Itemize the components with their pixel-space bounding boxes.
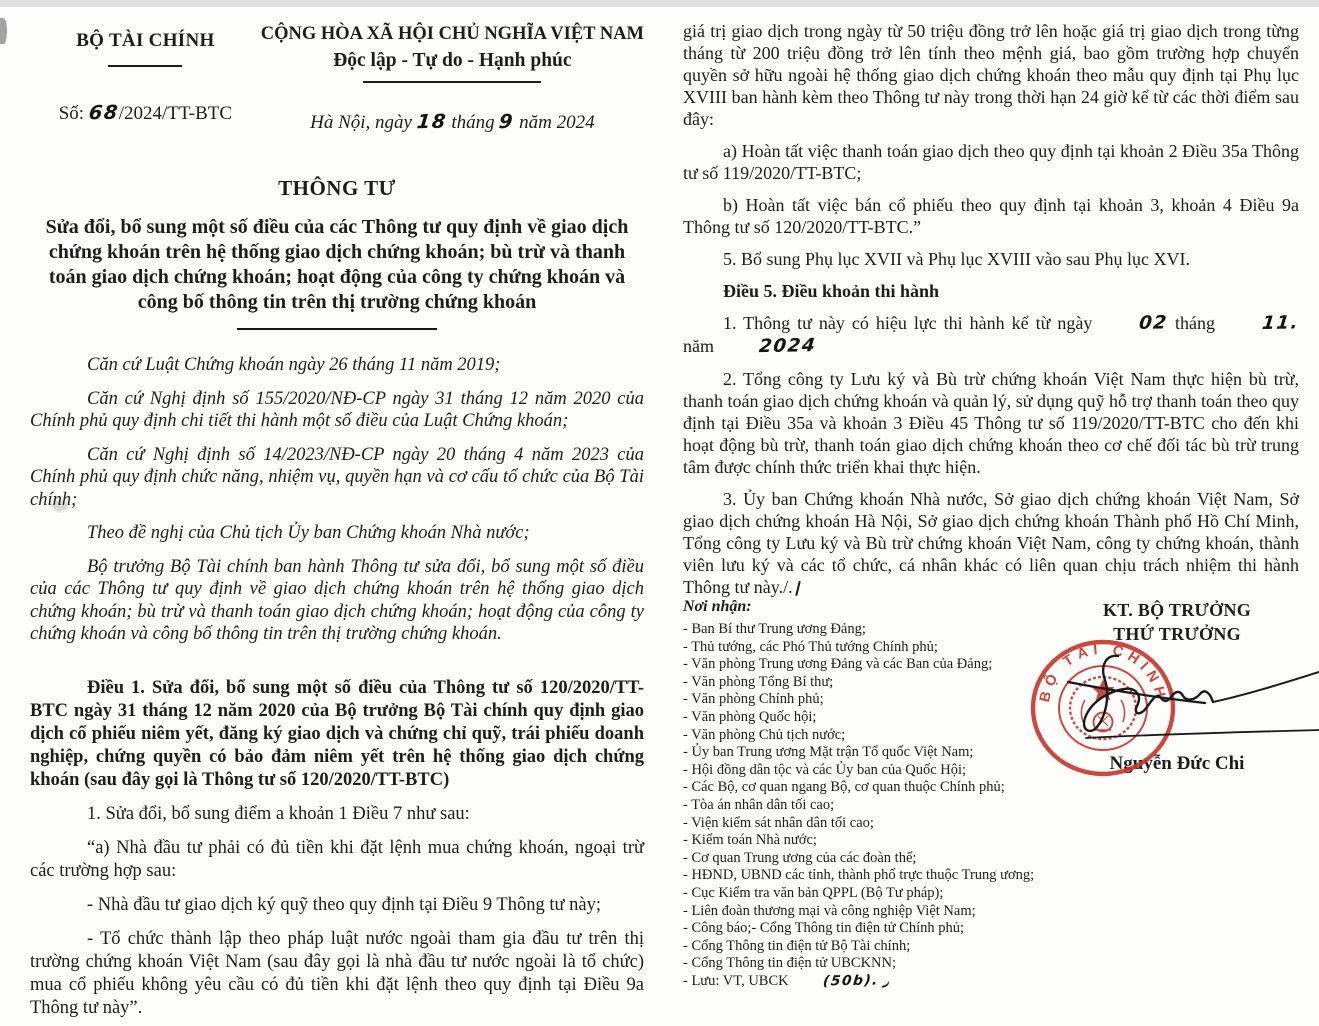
signature-flourish <box>1213 672 1319 702</box>
signer-name: Nguyễn Đức Chi <box>1109 753 1245 774</box>
effective-date-paragraph <box>683 312 1299 358</box>
clause-3-text: 3. Ủy ban Chứng khoán Nhà nước, Sở giao dịch chứng khoán Việt Nam, Sở giao dịch chứng khoán Hà Nội, Sở giao dịch chứng khoán Thành phố Hồ Chí Minh, Tổng công ty Lưu ký và Bù trừ chứng khoán Việt Nam, công ty chứng khoán, thành viên lưu ký và các tổ chức, cá nhân khác có liên quan chịu trách nhiệm thi hành Thông tư này./. <box>683 489 1299 597</box>
document-type-heading: THÔNG TƯ <box>278 176 396 200</box>
recipient-item: - Ban Bí thư Trung ương Đảng; <box>683 621 866 637</box>
national-motto: Độc lập - Tự do - Hạnh phúc <box>333 50 572 71</box>
handwritten-pen-mark <box>795 581 801 596</box>
recipient-item: - Liên đoàn thương mại và công nghiệp Việt Nam; <box>683 902 976 919</box>
document-title: Sửa đổi, bổ sung một số điều của các Thông tư quy định về giao dịch chứng khoán trên hệ thống giao dịch chứng khoán; bù trừ và thanh toán giao dịch chứng khoán; hoạt động của công ty chứng khoán và công bố thông tin trên thị trường chứng khoán <box>45 216 629 313</box>
issuing-agency-name: BỘ TÀI CHÍNH <box>76 30 215 51</box>
date-prefix: Hà Nội, ngày <box>310 112 417 133</box>
luu-text: - Lưu: VT, UBCK <box>683 972 789 989</box>
point-b-paragraph: b) Hoàn tất việc bán cổ phiếu theo quy định tại khoản 3, khoản 4 Điều 9a Thông tư số 120/2020/TT-BTC.” <box>683 195 1299 237</box>
recipient-item: - Văn phòng Chủ tịch nước; <box>683 726 846 743</box>
recipient-item-luu <box>683 973 1055 991</box>
dash-item-paragraph: - Nhà đầu tư giao dịch ký quỹ theo quy định tại Điều 9 Thông tư này; <box>87 894 601 915</box>
title-divider-line <box>237 328 437 330</box>
document-page-1 <box>30 24 644 1020</box>
divider-line <box>108 65 182 67</box>
recital-paragraph: Căn cứ Luật Chứng khoán ngày 26 tháng 11 năm 2019; <box>87 355 501 375</box>
recipient-item: - Công báo;- Cổng Thông tin điện tử Chính phủ; <box>683 920 965 937</box>
dash-item-paragraph: - Tổ chức thành lập theo pháp luật nước ngoài tham gia đầu tư trên thị trường chứng khoán Việt Nam (sau đây gọi là nhà đầu tư nước ngoài là tổ chức) mua cổ phiếu không yêu cầu có đủ tiền khi đặt lệnh theo quy định tại Điều 9a Thông tư này”. <box>30 928 644 1018</box>
clause-paragraph: 2. Tổng công ty Lưu ký và Bù trừ chứng khoán Việt Nam thực hiện bù trừ, thanh toán giao dịch chứng khoán và quản lý, sử dụng quỹ hỗ trợ thanh toán theo quy định tại Điều 35a và khoản 3 Điều 45 Thông tư số 119/2020/TT-BTC cho đến khi hoạt động bù trừ, thanh toán giao dịch chứng khoán theo cơ chế đối tác bù trừ trung tâm được chính thức triển khai thực hiện. <box>683 369 1299 477</box>
ministry-seal <box>1033 642 1173 774</box>
document-number-prefix: Số: <box>58 103 89 124</box>
seal-ring-text: BỘ TÀI CHÍNH <box>1037 641 1169 704</box>
signer-position-line: THỨ TRƯỞNG <box>1113 624 1241 644</box>
recipient-item: - Tòa án nhân dân tối cao; <box>683 796 835 813</box>
recipient-item: - Cục Kiểm tra văn bản QPPL (Bộ Tư pháp); <box>683 884 944 901</box>
point-a-paragraph: “a) Nhà đầu tư phải có đủ tiền khi đặt lệnh mua chứng khoán, ngoại trừ các trường hợp sau: <box>30 837 644 881</box>
clause-paragraph: 1. Sửa đổi, bổ sung điểm a khoản 1 Điều 7 như sau: <box>87 803 470 824</box>
place-and-date <box>261 110 644 134</box>
body-paragraph: giá trị giao dịch trong ngày từ 50 triệu đồng trở lên hoặc giá trị giao dịch trong từng tháng từ 200 triệu đồng trở lên tính theo mệnh giá, bao gồm trường hợp chuyển quyền sở hữu ngoài hệ thống giao dịch chứng khoán theo mẫu quy định tại Phụ lục XVIII ban hành kèm theo Thông tư này trong thời hạn 24 giờ kể từ các thời điểm sau đây: <box>683 21 1299 129</box>
article-1-heading: Điều 1. Sửa đổi, bổ sung một số điều của Thông tư số 120/2020/TT-BTC ngày 31 tháng 12 năm 2020 của Bộ trưởng Bộ Tài chính quy định giao dịch cổ phiếu niêm yết, đăng ký giao dịch và chứng chỉ quỹ, trái phiếu doanh nghiệp, chứng quyền có bảo đảm niêm yết trên hệ thống giao dịch chứng khoán (sau đây gọi là Thông tư số 120/2020/TT-BTC) <box>30 677 644 790</box>
recipient-item: - Văn phòng Tổng Bí thư; <box>683 673 834 690</box>
legal-recitals <box>30 354 644 646</box>
national-motto-block <box>261 24 644 134</box>
scan-artifact-top-edge <box>0 0 1319 7</box>
date-suffix: năm 2024 <box>514 112 595 133</box>
recipient-item: - Cổng Thông tin điện tử UBCKNN; <box>683 955 897 972</box>
effective-mid: tháng <box>1167 313 1222 333</box>
recipient-item: - Ủy ban Trung ương Mặt trận Tổ quốc Việt Nam; <box>683 744 974 761</box>
document-header <box>30 24 644 134</box>
handwritten-day: 18 <box>415 109 448 134</box>
effective-text: 1. Thông tư này có hiệu lực thi hành kể từ ngày <box>723 313 1100 333</box>
divider-line <box>363 81 541 83</box>
document-page-2 <box>683 20 1301 990</box>
recipient-item: - Văn phòng Trung ương Đảng và các Ban của Đảng; <box>683 656 993 673</box>
recipient-item: - Văn phòng Chính phủ; <box>683 691 824 708</box>
recipient-item: - Các Bộ, cơ quan ngang Bộ, cơ quan thuộc Chính phủ; <box>683 779 1005 796</box>
national-emblem-icon <box>1070 677 1136 739</box>
handwritten-effective-day: 02 <box>1138 312 1170 334</box>
handwritten-effective-year: 2024 <box>757 335 817 358</box>
recipient-item: - Thủ tướng, các Phó Thủ tướng Chính phủ; <box>683 638 938 655</box>
recipients-label: Nơi nhận: <box>683 598 752 615</box>
seal-and-signature-overlay <box>1000 560 1319 800</box>
recipient-item: - Cổng Thông tin điện tử Bộ Tài chính; <box>683 937 911 954</box>
article-5-heading: Điều 5. Điều khoản thi hành <box>723 281 940 301</box>
recital-paragraph: Theo đề nghị của Chủ tịch Ủy ban Chứng khoán Nhà nước; <box>87 523 530 543</box>
point-a-paragraph: a) Hoàn tất việc thanh toán giao dịch theo quy định tại khoản 2 Điều 35a Thông tư số 119/2020/TT-BTC; <box>683 141 1299 183</box>
republic-name: CỘNG HÒA XÃ HỘI CHỦ NGHĨA VIỆT NAM <box>260 24 644 44</box>
clause-paragraph: 5. Bổ sung Phụ lục XVII và Phụ lục XVIII vào sau Phụ lục XVI. <box>723 249 1190 269</box>
recipient-item: - Cơ quan Trung ương của các đoàn thể; <box>683 849 917 866</box>
recital-paragraph: Căn cứ Nghị định số 155/2020/NĐ-CP ngày 31 tháng 12 năm 2020 của Chính phủ quy định chi tiết thi hành một số điều của Luật Chứng khoán; <box>30 388 644 431</box>
date-mid: tháng <box>446 112 500 133</box>
document-number <box>30 101 261 125</box>
recipient-item: - Văn phòng Quốc hội; <box>683 708 817 725</box>
signer-authority-line: KT. BỘ TRƯỞNG <box>1102 600 1252 620</box>
recital-paragraph: Bộ trưởng Bộ Tài chính ban hành Thông tư sửa đổi, bổ sung một số điều của các Thông tư quy định về giao dịch chứng khoán trên hệ thống giao dịch chứng khoán; bù trừ và thanh toán giao dịch chứng khoán; hoạt động của công ty chứng khoán và công bố thông tin trên thị trường chứng khoán. <box>30 556 644 644</box>
issuing-agency-block <box>30 24 261 134</box>
recipient-item: - Kiểm toán Nhà nước; <box>683 832 817 849</box>
handwritten-month: 9 <box>498 109 516 134</box>
handwritten-pen-tail <box>879 974 891 988</box>
effective-mid2: năm <box>683 336 719 356</box>
handwritten-copy-count: (50b). <box>821 972 880 990</box>
document-number-suffix: /2024/TT-BTC <box>118 103 233 124</box>
handwritten-document-number: 68 <box>87 100 120 125</box>
recipient-item: - Viện kiểm sát nhân dân tối cao; <box>683 814 874 831</box>
handwritten-effective-month: 11. <box>1260 312 1301 334</box>
recipient-item: - Hội đồng dân tộc và các Ủy ban của Quốc Hội; <box>683 761 967 778</box>
scan-artifact-corner-smudge <box>0 18 7 44</box>
recital-paragraph: Căn cứ Nghị định số 14/2023/NĐ-CP ngày 20 tháng 4 năm 2023 của Chính phủ quy định chức năng, nhiệm vụ, quyền hạn và cơ cấu tổ chức của Bộ Tài chính; <box>30 444 644 510</box>
recipient-item: - HĐND, UBND các tỉnh, thành phố trực thuộc Trung ương; <box>683 867 1035 884</box>
